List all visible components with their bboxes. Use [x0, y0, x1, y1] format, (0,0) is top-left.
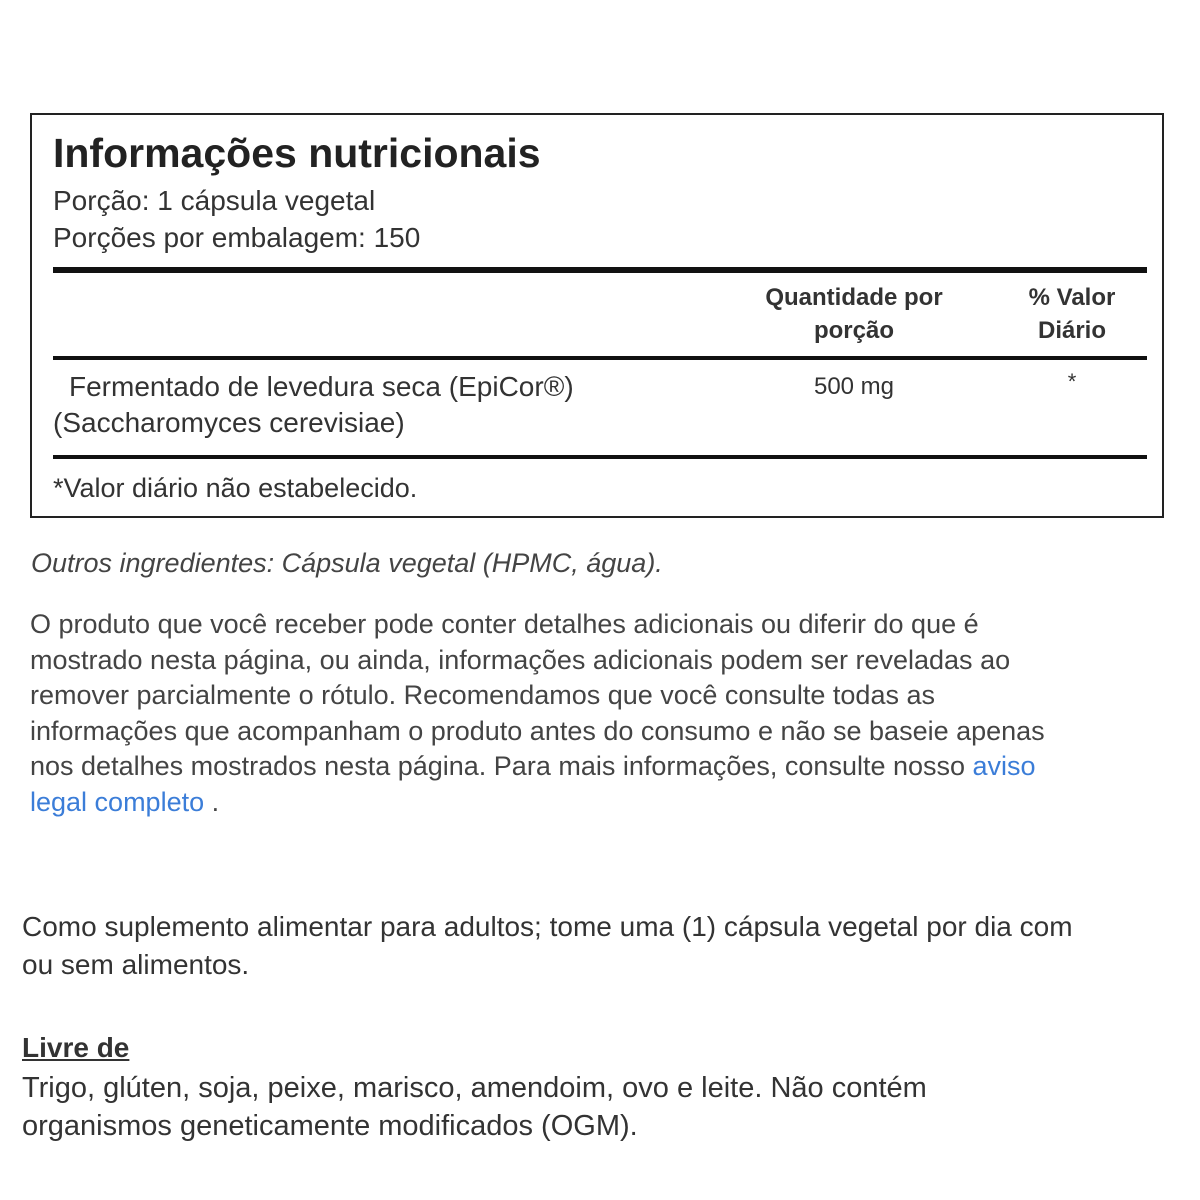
disclaimer-line: O produto que você receber pode conter detalhes adicionais ou diferir do que é: [30, 609, 979, 639]
free-from-heading: Livre de: [22, 1032, 130, 1063]
disclaimer-line: remover parcialmente o rótulo. Recomendamos que você consulte todas as: [30, 680, 935, 710]
ingredient-daily-value: *: [1067, 369, 1077, 394]
servings-per-container: Porções por embalagem: 150: [53, 222, 421, 253]
facts-title: Informações nutricionais: [53, 130, 541, 176]
disclaimer-line: nos detalhes mostrados nesta página. Para mais informações, consulte nosso aviso: [30, 751, 1036, 781]
facts-rule-top: [53, 267, 1147, 273]
ingredient-amount: 500 mg: [813, 373, 895, 400]
amount-column-header: Quantidade por porção: [765, 284, 943, 344]
facts-footnote: *Valor diário não estabelecido.: [53, 473, 418, 503]
directions-text: Como suplemento alimentar para adultos; tome uma (1) cápsula vegetal por dia com ou sem alimentos.: [22, 911, 1073, 980]
nutrition-facts-panel: [30, 113, 1164, 518]
legal-disclaimer-link-part2[interactable]: legal completo: [30, 786, 205, 817]
other-ingredients: Outros ingredientes: Cápsula vegetal (HPMC, água).: [31, 548, 663, 578]
daily-value-column-header: % Valor Diário: [1028, 284, 1116, 344]
disclaimer-text: [30, 607, 1170, 820]
free-from-text: Trigo, glúten, soja, peixe, marisco, amendoim, ovo e leite. Não contém organismos geneticamente modificados (OGM).: [22, 1072, 927, 1142]
disclaimer-line: legal completo .: [30, 786, 220, 817]
disclaimer-line: informações que acompanham o produto antes do consumo e não se baseie apenas: [30, 715, 1045, 746]
serving-size: Porção: 1 cápsula vegetal: [53, 185, 376, 216]
facts-rule-header: [53, 356, 1147, 360]
disclaimer-line: mostrado nesta página, ou ainda, informações adicionais podem ser reveladas ao: [30, 644, 1011, 675]
ingredient-name: Fermentado de levedura seca (EpiCor®) (Saccharomyces cerevisiae): [53, 371, 574, 438]
facts-rule-bottom: [53, 455, 1147, 459]
legal-disclaimer-link-part1[interactable]: aviso: [972, 751, 1036, 781]
